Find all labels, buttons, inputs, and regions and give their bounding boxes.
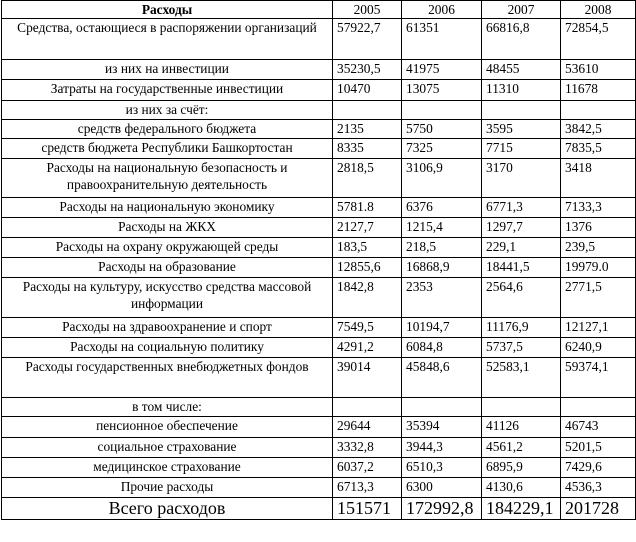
value-cell: 1297,7 xyxy=(482,218,561,238)
value-cell: 218,5 xyxy=(402,238,482,258)
header-row xyxy=(2,1,636,19)
value-cell: 2135 xyxy=(333,120,402,139)
value-cell: 59374,1 xyxy=(561,358,636,398)
total-row xyxy=(2,498,636,520)
value-cell: 5781.8 xyxy=(333,198,402,218)
row-label: Расходы государственных внебюджетных фондов xyxy=(2,358,333,398)
value-cell: 1842,8 xyxy=(333,278,402,318)
total-value-cell: 151571 xyxy=(333,498,402,520)
table-row xyxy=(2,278,636,318)
value-cell: 7715 xyxy=(482,139,561,159)
value-cell: 239,5 xyxy=(561,238,636,258)
value-cell: 183,5 xyxy=(333,238,402,258)
value-cell: 13075 xyxy=(402,80,482,101)
value-cell: 7133,3 xyxy=(561,198,636,218)
row-label: Расходы на здравоохранение и спорт xyxy=(2,318,333,338)
value-cell: 3944,3 xyxy=(402,438,482,458)
value-cell: 10194,7 xyxy=(402,318,482,338)
value-cell: 7429,6 xyxy=(561,458,636,478)
value-cell xyxy=(482,101,561,120)
value-cell xyxy=(561,101,636,120)
value-cell: 12855,6 xyxy=(333,258,402,278)
table-row xyxy=(2,318,636,338)
table-row xyxy=(2,417,636,438)
value-cell: 16868,9 xyxy=(402,258,482,278)
total-label: Всего расходов xyxy=(2,498,333,520)
row-label: в том числе: xyxy=(2,398,333,417)
value-cell: 229,1 xyxy=(482,238,561,258)
table-row xyxy=(2,338,636,358)
table-row xyxy=(2,19,636,60)
row-label: Расходы на ЖКХ xyxy=(2,218,333,238)
value-cell: 2127,7 xyxy=(333,218,402,238)
value-cell: 46743 xyxy=(561,417,636,438)
value-cell: 8335 xyxy=(333,139,402,159)
table-row xyxy=(2,478,636,498)
value-cell: 11310 xyxy=(482,80,561,101)
value-cell: 4291,2 xyxy=(333,338,402,358)
value-cell: 5750 xyxy=(402,120,482,139)
value-cell: 39014 xyxy=(333,358,402,398)
total-value-cell: 172992,8 xyxy=(402,498,482,520)
row-label: Прочие расходы xyxy=(2,478,333,498)
row-label: пенсионное обеспечение xyxy=(2,417,333,438)
value-cell: 2771,5 xyxy=(561,278,636,318)
value-cell: 66816,8 xyxy=(482,19,561,60)
value-cell: 41975 xyxy=(402,60,482,80)
table-row xyxy=(2,80,636,101)
value-cell: 4130,6 xyxy=(482,478,561,498)
value-cell: 11176,9 xyxy=(482,318,561,338)
table-row xyxy=(2,101,636,120)
value-cell: 11678 xyxy=(561,80,636,101)
value-cell: 2353 xyxy=(402,278,482,318)
year-header: 2008 xyxy=(561,1,636,19)
value-cell: 7835,5 xyxy=(561,139,636,159)
value-cell xyxy=(402,398,482,417)
value-cell: 5737,5 xyxy=(482,338,561,358)
header-label: Расходы xyxy=(2,1,333,19)
year-header: 2005 xyxy=(333,1,402,19)
row-label: средств бюджета Республики Башкортостан xyxy=(2,139,333,159)
value-cell: 6084,8 xyxy=(402,338,482,358)
value-cell: 18441,5 xyxy=(482,258,561,278)
value-cell: 5201,5 xyxy=(561,438,636,458)
table-body xyxy=(2,1,636,520)
table-row xyxy=(2,238,636,258)
value-cell: 29644 xyxy=(333,417,402,438)
value-cell: 4536,3 xyxy=(561,478,636,498)
value-cell: 52583,1 xyxy=(482,358,561,398)
value-cell: 19979.0 xyxy=(561,258,636,278)
row-label: из них на инвестиции xyxy=(2,60,333,80)
row-label: Средства, остающиеся в распоряжении организаций xyxy=(2,19,333,60)
total-value-cell: 201728 xyxy=(561,498,636,520)
value-cell: 6300 xyxy=(402,478,482,498)
value-cell: 3418 xyxy=(561,159,636,198)
value-cell: 61351 xyxy=(402,19,482,60)
row-label: Расходы на образование xyxy=(2,258,333,278)
row-label: из них за счёт: xyxy=(2,101,333,120)
value-cell: 10470 xyxy=(333,80,402,101)
value-cell: 72854,5 xyxy=(561,19,636,60)
value-cell: 3842,5 xyxy=(561,120,636,139)
table-row xyxy=(2,198,636,218)
value-cell: 48455 xyxy=(482,60,561,80)
table-row xyxy=(2,60,636,80)
value-cell: 6037,2 xyxy=(333,458,402,478)
value-cell: 1215,4 xyxy=(402,218,482,238)
value-cell xyxy=(561,398,636,417)
table-row xyxy=(2,458,636,478)
total-value-cell: 184229,1 xyxy=(482,498,561,520)
value-cell: 57922,7 xyxy=(333,19,402,60)
row-label: Затраты на государственные инвестиции xyxy=(2,80,333,101)
value-cell: 45848,6 xyxy=(402,358,482,398)
value-cell: 6376 xyxy=(402,198,482,218)
value-cell: 41126 xyxy=(482,417,561,438)
table-row xyxy=(2,159,636,198)
row-label: Расходы на социальную политику xyxy=(2,338,333,358)
table-row xyxy=(2,358,636,398)
row-label: средств федерального бюджета xyxy=(2,120,333,139)
row-label: Расходы на национальную экономику xyxy=(2,198,333,218)
table-row xyxy=(2,438,636,458)
row-label: Расходы на охрану окружающей среды xyxy=(2,238,333,258)
year-header: 2007 xyxy=(482,1,561,19)
value-cell: 4561,2 xyxy=(482,438,561,458)
table-row xyxy=(2,139,636,159)
value-cell: 2564,6 xyxy=(482,278,561,318)
table-row xyxy=(2,258,636,278)
value-cell: 6510,3 xyxy=(402,458,482,478)
table-row xyxy=(2,398,636,417)
row-label: социальное страхование xyxy=(2,438,333,458)
value-cell: 1376 xyxy=(561,218,636,238)
value-cell xyxy=(402,101,482,120)
year-header: 2006 xyxy=(402,1,482,19)
value-cell: 6713,3 xyxy=(333,478,402,498)
value-cell: 6771,3 xyxy=(482,198,561,218)
value-cell xyxy=(482,398,561,417)
row-label: Расходы на культуру, искусство средства массовой информации xyxy=(2,278,333,318)
value-cell: 35394 xyxy=(402,417,482,438)
value-cell xyxy=(333,101,402,120)
value-cell: 3170 xyxy=(482,159,561,198)
row-label: медицинское страхование xyxy=(2,458,333,478)
table-row xyxy=(2,218,636,238)
value-cell: 2818,5 xyxy=(333,159,402,198)
table-row xyxy=(2,120,636,139)
row-label: Расходы на национальную безопасность и правоохранительную деятельность xyxy=(2,159,333,198)
value-cell: 3595 xyxy=(482,120,561,139)
value-cell: 35230,5 xyxy=(333,60,402,80)
value-cell: 7549,5 xyxy=(333,318,402,338)
value-cell: 6240,9 xyxy=(561,338,636,358)
value-cell: 3332,8 xyxy=(333,438,402,458)
value-cell: 6895,9 xyxy=(482,458,561,478)
value-cell: 53610 xyxy=(561,60,636,80)
value-cell: 12127,1 xyxy=(561,318,636,338)
value-cell xyxy=(333,398,402,417)
expenses-table xyxy=(1,0,636,520)
value-cell: 3106,9 xyxy=(402,159,482,198)
value-cell: 7325 xyxy=(402,139,482,159)
